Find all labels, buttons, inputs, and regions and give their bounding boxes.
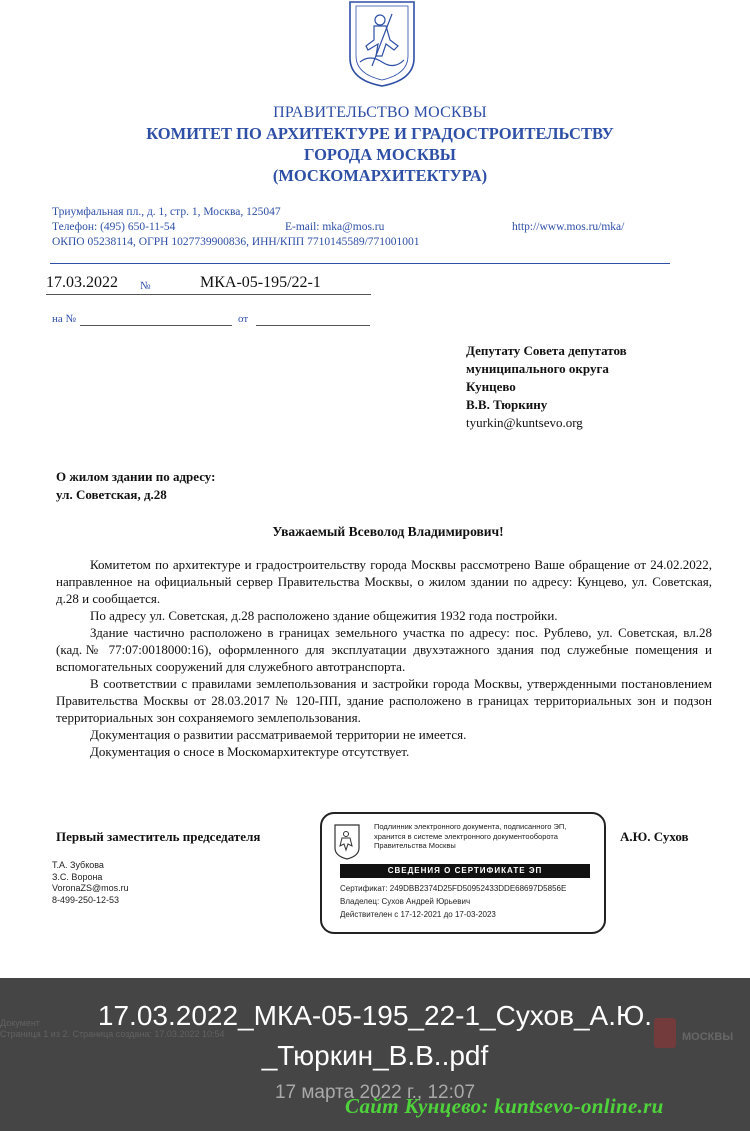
ghost-page-info: Страница 1 из 2. Страница создана: 17.03.2022 10:54 bbox=[0, 1029, 225, 1039]
committee-email: E-mail: mka@mos.ru bbox=[285, 221, 385, 233]
government-title: ПРАВИТЕЛЬСТВО МОСКВЫ bbox=[273, 104, 487, 121]
certificate-header: СВЕДЕНИЯ О СЕРТИФИКАТЕ ЭП bbox=[340, 864, 590, 878]
salutation: Уважаемый Всеволод Владимирович! bbox=[272, 524, 504, 539]
certificate-validity: Действителен с 17-12-2021 до 17-03-2023 bbox=[340, 910, 496, 919]
recipient-email: tyurkin@kuntsevo.org bbox=[466, 415, 583, 430]
signer-name: А.Ю. Сухов bbox=[620, 829, 689, 844]
reply-to-label: на № bbox=[52, 313, 77, 325]
recipient-line3: Кунцево bbox=[466, 379, 516, 394]
stamp-note-line3: Правительства Москвы bbox=[374, 841, 456, 850]
reply-to-underline bbox=[80, 325, 232, 326]
file-name-line1: 17.03.2022_МКА-05-195_22-1_Сухов_А.Ю. bbox=[97, 1000, 653, 1031]
subject-line1: О жилом здании по адресу: bbox=[56, 469, 216, 484]
recipient-line1: Депутату Совета депутатов bbox=[466, 343, 627, 358]
stamp-note-line1: Подлинник электронного документа, подписанного ЭП, bbox=[374, 822, 567, 831]
body-paragraph-5: Документация о развитии рассматриваемой территории не имеется. bbox=[90, 727, 467, 742]
executor-contacts bbox=[52, 860, 129, 906]
electronic-signature-stamp bbox=[320, 812, 606, 934]
moscow-coat-of-arms-icon bbox=[346, 0, 418, 88]
certificate-id: Сертификат: 249DBB2374D25FD50952433DDE68697D5856E bbox=[340, 884, 567, 893]
recipient-line2: муниципального округа bbox=[466, 361, 609, 376]
number-sign: № bbox=[140, 280, 151, 292]
stamp-emblem-icon bbox=[334, 824, 360, 860]
stamp-note bbox=[374, 822, 599, 851]
file-timestamp: 17 марта 2022 г., 12:07 bbox=[274, 1082, 476, 1103]
contact-line-2: З.С. Ворона bbox=[52, 871, 103, 882]
from-label: от bbox=[238, 313, 249, 325]
body-paragraph-3: Здание частично расположено в границах земельного участка по адресу: пос. Рублево, ул. Советская, вл.28 (кад.№ 77:07:0018000:16), оформленного для эксплуатации двухэтажного здания под служебные помещения и вспомогательных сооружений для служебного автотранспорта. bbox=[56, 625, 712, 674]
letterhead-divider bbox=[50, 263, 670, 264]
committee-title-line3: (МОСКОМАРХИТЕКТУРА) bbox=[272, 166, 488, 185]
ghost-logo-text: МОСКВЫ bbox=[682, 1031, 734, 1043]
contact-line-4: 8-499-250-12-53 bbox=[52, 894, 120, 905]
body-paragraph-2: По адресу ул. Советская, д.28 расположено здание общежития 1932 года постройки. bbox=[90, 608, 558, 623]
contact-line-1: Т.А. Зубкова bbox=[52, 860, 104, 870]
body-paragraph-1: Комитетом по архитектуре и градостроительству города Москвы рассмотрено Ваше обращение от 24.02.2022, направленное на официальный сервер Правительства Москвы, о жилом здании по адресу: Кунцево, ул. Советская, д.28 и сообщается. bbox=[56, 557, 712, 606]
letter-body bbox=[56, 556, 712, 760]
stamp-note-line2: хранится в системе электронного документооборота bbox=[374, 831, 558, 841]
document-number: МКА-05-195/22-1 bbox=[200, 274, 321, 291]
document-date: 17.03.2022 bbox=[46, 274, 118, 291]
committee-website: http://www.mos.ru/mka/ bbox=[512, 221, 625, 233]
body-paragraph-6: Документация о сносе в Москомархитектуре отсутствует. bbox=[90, 744, 410, 759]
certificate-owner: Владелец: Сухов Андрей Юрьевич bbox=[340, 897, 471, 906]
ghost-document-label: Документ bbox=[0, 1018, 40, 1028]
signer-position: Первый заместитель председателя bbox=[56, 829, 261, 844]
recipient-block bbox=[466, 342, 627, 432]
body-paragraph-4: В соответствии с правилами землепользования и застройки города Москвы, утвержденными постановлением Правительства Москвы от 28.03.2017 № 120-ПП, здание расположено в границах территориальных зон и подзон территориальных зон сохраняемого землепользования. bbox=[56, 676, 712, 725]
file-name bbox=[0, 996, 750, 1076]
committee-title-line2: ГОРОДА МОСКВЫ bbox=[303, 145, 456, 164]
committee-phone: Телефон: (495) 650-11-54 bbox=[52, 221, 176, 233]
contact-line-3: VoronaZS@mos.ru bbox=[52, 883, 129, 893]
subject-line2: ул. Советская, д.28 bbox=[56, 487, 167, 502]
registration-underline bbox=[46, 294, 371, 295]
committee-address: Триумфальная пл., д. 1, стр. 1, Москва, 125047 bbox=[52, 206, 281, 218]
site-watermark: Сайт Кунцево: kuntsevo-online.ru bbox=[345, 1094, 664, 1118]
from-underline bbox=[256, 325, 370, 326]
committee-title-line1: КОМИТЕТ ПО АРХИТЕКТУРЕ И ГРАДОСТРОИТЕЛЬСТВУ bbox=[146, 124, 614, 143]
subject-block bbox=[56, 468, 215, 504]
committee-codes: ОКПО 05238114, ОГРН 1027739900836, ИНН/КПП 7710145589/771001001 bbox=[52, 236, 420, 248]
file-name-line2: _Тюркин_В.В..pdf bbox=[261, 1040, 489, 1071]
recipient-line4: В.В. Тюркину bbox=[466, 397, 548, 412]
